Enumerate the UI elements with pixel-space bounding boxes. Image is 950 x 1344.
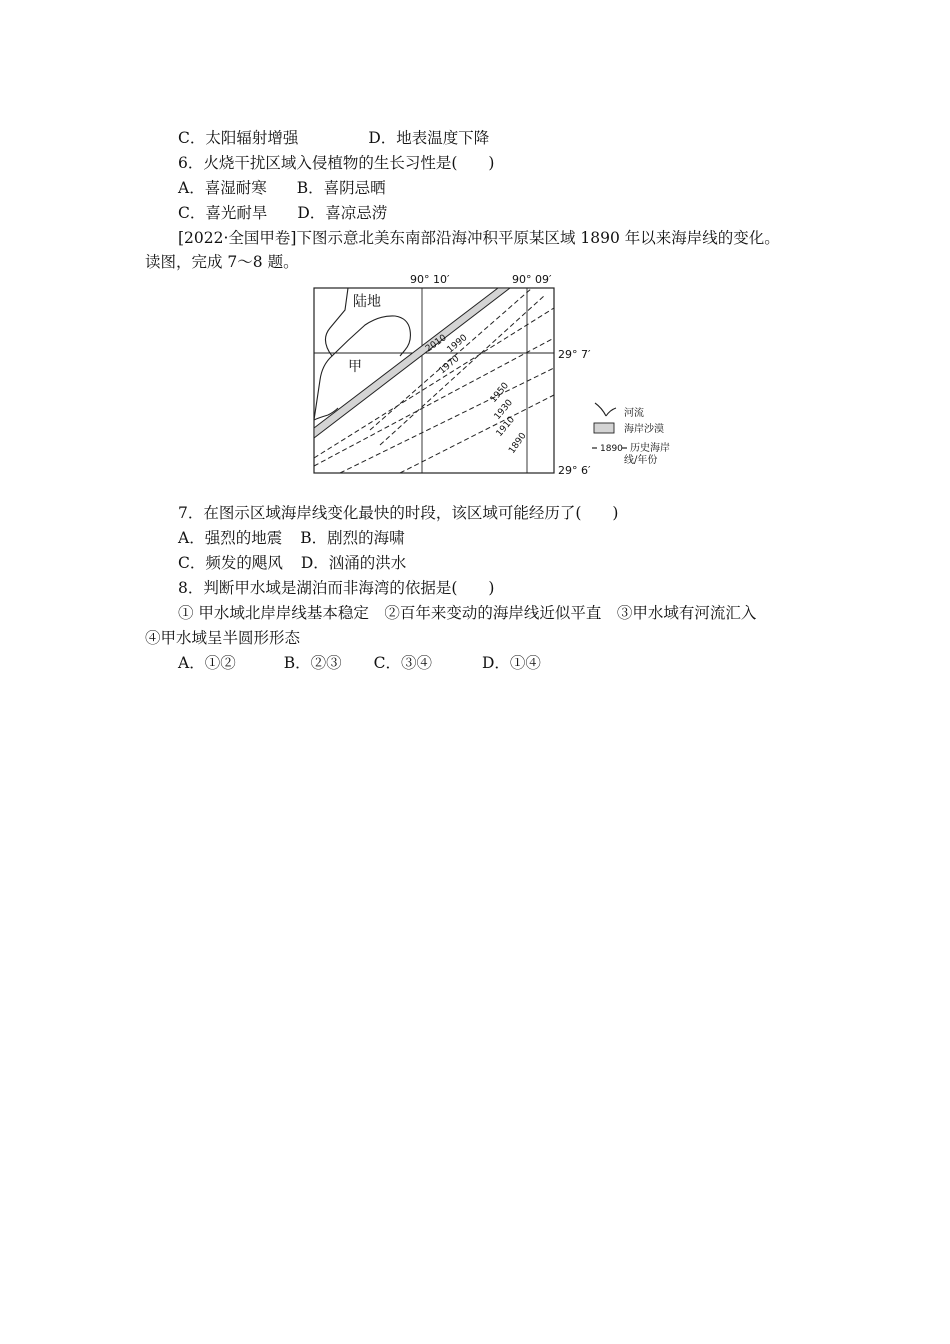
river-legend-icon — [595, 403, 616, 416]
year-label-2010: 2010 — [423, 333, 449, 355]
q6-options-cd — [178, 203, 387, 223]
q7-options-ab — [178, 528, 405, 548]
legend-sand-label: 海岸沙漠 — [624, 424, 664, 435]
q7-option-a: A．强烈的地震 — [178, 529, 283, 547]
lat-label-top: 29° 7′ — [558, 348, 591, 361]
land-label: 陆地 — [353, 294, 381, 310]
coastline-1890 — [400, 395, 554, 473]
q5-option-c: C．太阳辐射增强 — [178, 129, 299, 147]
year-label-1990: 1990 — [445, 332, 470, 356]
q8-statements-line-1: ① 甲水域北岸岸线基本稳定 ②百年来变动的海岸线近似平直 ③甲水域有河流汇入 — [178, 604, 757, 622]
lake-west-shore — [314, 288, 348, 420]
legend-history-year: 1890 — [600, 444, 623, 454]
q8-options — [178, 653, 541, 673]
q8-statements-line-2: ④甲水域呈半圆形形态 — [145, 629, 301, 647]
q5-options-cd — [178, 128, 489, 148]
year-label-1930: 1930 — [492, 397, 516, 422]
q6-option-c: C．喜光耐旱 — [178, 204, 268, 222]
q7-option-c: C．频发的飓风 — [178, 554, 283, 572]
lake-north-shore — [332, 316, 410, 356]
q6-option-b: B．喜阴忌晒 — [296, 179, 386, 197]
q8-option-a: A．①② — [178, 654, 236, 672]
q5-option-d: D．地表温度下降 — [368, 129, 490, 147]
lat-label-bottom: 29° 6′ — [558, 464, 591, 477]
q8-option-b: B．②③ — [283, 654, 342, 672]
q8-option-d: D．①④ — [481, 654, 541, 672]
q7-options-cd — [178, 553, 406, 573]
legend-history-line2: 线/年份 — [624, 455, 658, 466]
q8-stem: 8．判断甲水域是湖泊而非海湾的依据是( ) — [178, 579, 495, 597]
year-label-1970: 1970 — [437, 353, 462, 377]
legend-history-line1: 历史海岸 — [630, 443, 670, 454]
year-label-1950: 1950 — [488, 380, 512, 405]
q7-option-b: B．剧烈的海啸 — [300, 529, 405, 547]
lake-label: 甲 — [348, 359, 362, 375]
q6-stem: 6．火烧干扰区域入侵植物的生长习性是( ) — [178, 154, 495, 172]
intro-line-1: [2022·全国甲卷]下图示意北美东南部沿海冲积平原某区域 1890 年以来海岸线的变化。 — [178, 229, 780, 247]
intro-line-2: 读图，完成 7～8 题。 — [145, 253, 299, 271]
q7-stem: 7．在图示区域海岸线变化最快的时段，该区域可能经历了( ) — [178, 504, 619, 522]
coastline-map — [310, 270, 710, 478]
year-label-1910: 1910 — [494, 414, 518, 439]
sand-legend-swatch — [594, 423, 614, 433]
q6-options-ab — [178, 178, 386, 198]
q6-option-d: D．喜凉忌涝 — [297, 204, 388, 222]
q6-option-a: A．喜湿耐寒 — [178, 179, 267, 197]
lon-label-right: 90° 09′ — [512, 273, 552, 286]
lon-label-left: 90° 10′ — [410, 273, 450, 286]
q8-option-c: C．③④ — [373, 654, 432, 672]
q7-option-d: D．汹涌的洪水 — [300, 554, 407, 572]
year-label-1890: 1890 — [507, 431, 529, 456]
map-legend — [592, 403, 670, 466]
legend-river-label: 河流 — [624, 408, 644, 419]
